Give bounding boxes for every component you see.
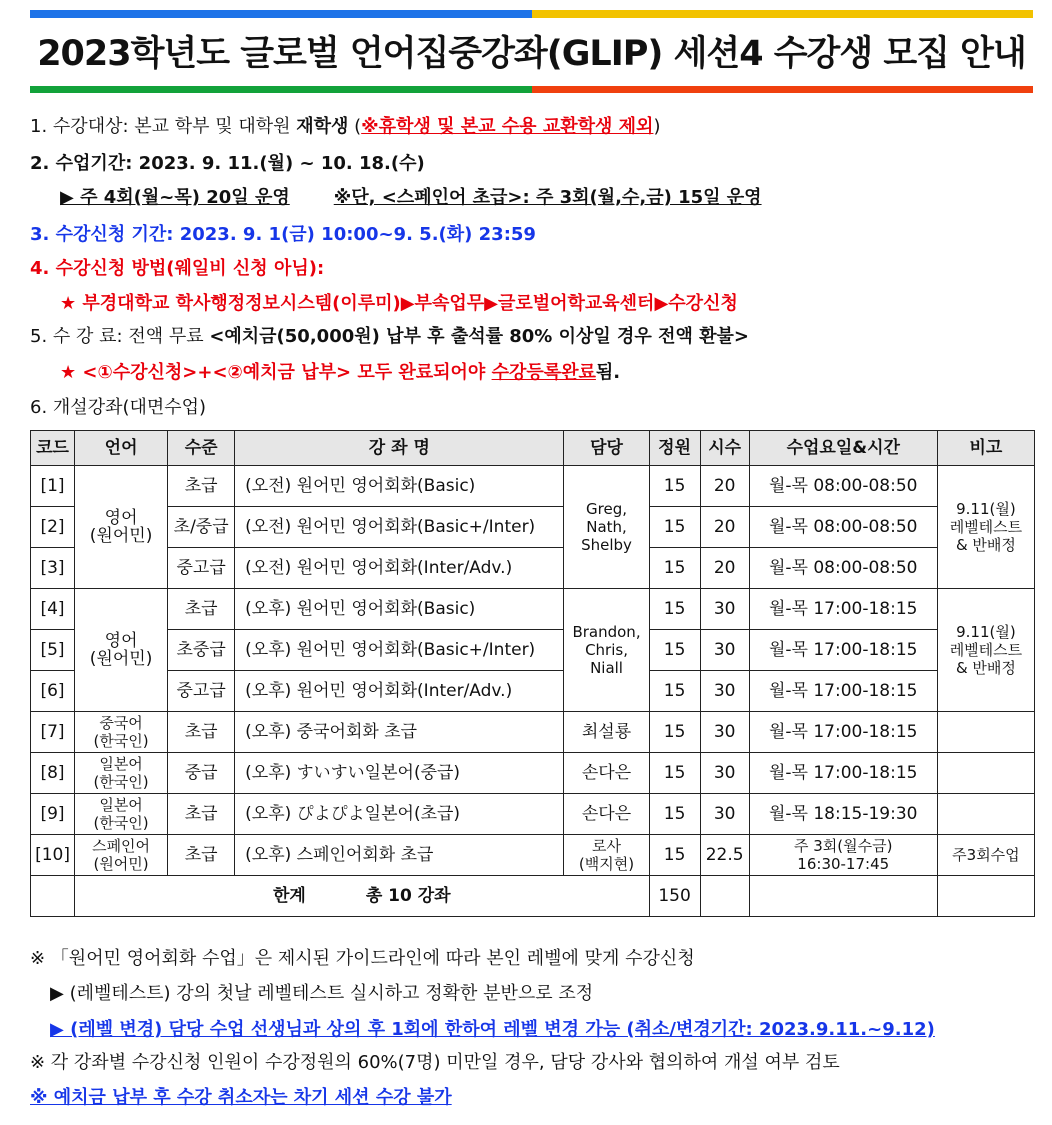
table-row: [10] 스페인어 (원어민) 초급 (오후) 스페인어회화 초급 로사 (백지현) 15 22.5 주 3회(월수금) 16:30-17:45 주3회수업 — [31, 835, 1035, 876]
table-row: [1] 영어 (원어민) 초급 (오전) 원어민 영어회화(Basic) Greg, Nath, Shelby 15 20 월-목 08:00-08:50 9.11(월) 레벨테스트 & 반배정 — [31, 466, 1035, 507]
total-label: 한계 총 10 강좌 — [75, 876, 650, 917]
teacher-group: Greg, Nath, Shelby — [564, 466, 649, 589]
table-row: [6] 중고급 (오후) 원어민 영어회화(Inter/Adv.) 15 30 월-목 17:00-18:15 — [31, 671, 1035, 712]
top-color-bar — [30, 10, 1033, 18]
header-level: 수준 — [168, 431, 235, 466]
item-period: 2. 수업기간: 2023. 9. 11.(월) ~ 10. 18.(수) — [30, 153, 425, 174]
total-capacity: 150 — [649, 876, 700, 917]
table-row: [7] 중국어 (한국인) 초급 (오후) 중국어회화 초급 최설룡 15 30 월-목 17:00-18:15 — [31, 712, 1035, 753]
item-eligibility: 1. 수강대상: 본교 학부 및 대학원 재학생 (※휴학생 및 본교 수용 교환학생 제외) — [30, 116, 661, 137]
header-course-name: 강 좌 명 — [235, 431, 564, 466]
course-table — [30, 430, 1035, 917]
header-code: 코드 — [31, 431, 75, 466]
item-registration-path: ★ 부경대학교 학사행정정보시스템(이루미)▶부속업무▶글로벌어학교육센터▶수강신청 — [60, 293, 738, 314]
item-fee-note: ★ <①수강신청>+<②예치금 납부> 모두 완료되어야 수강등록완료됨. — [60, 362, 621, 383]
header-capacity: 정원 — [649, 431, 700, 466]
table-row: [5] 초중급 (오후) 원어민 영어회화(Basic+/Inter) 15 30 월-목 17:00-18:15 — [31, 630, 1035, 671]
header-schedule: 수업요일&시간 — [749, 431, 937, 466]
table-total-row — [31, 876, 1035, 917]
note-min-enrollment: ※ 각 강좌별 수강신청 인원이 수강정원의 60%(7명) 미만일 경우, 담당 강사와 협의하여 개설 여부 검토 — [30, 1052, 840, 1073]
note-group: 9.11(월) 레벨테스트 & 반배정 — [937, 466, 1034, 589]
item-registration-method: 4. 수강신청 방법(웨일비 신청 아님): — [30, 258, 325, 279]
item-period-detail: ▶ 주 4회(월~목) 20일 운영 ※단, <스페인어 초급>: 주 3회(월,수,금) 15일 운영 — [60, 187, 762, 208]
table-header — [31, 431, 1035, 466]
table-row: [2] 초/중급 (오전) 원어민 영어회화(Basic+/Inter) 15 20 월-목 08:00-08:50 — [31, 507, 1035, 548]
item-registration-period: 3. 수강신청 기간: 2023. 9. 1(금) 10:00~9. 5.(화) 23:59 — [30, 224, 536, 245]
note-level-guideline: ※ 「원어민 영어회화 수업」은 제시된 가이드라인에 따라 본인 레벨에 맞게 수강신청 — [30, 948, 695, 969]
lang-group: 영어 (원어민) — [75, 466, 168, 589]
page-title: 2023학년도 글로벌 언어집중강좌(GLIP) 세션4 수강생 모집 안내 — [37, 34, 1026, 74]
lang-group: 영어 (원어민) — [75, 589, 168, 712]
header-note: 비고 — [937, 431, 1034, 466]
note-cancellation: ※ 예치금 납부 후 수강 취소자는 차기 세션 수강 불가 — [30, 1087, 452, 1108]
table-row: [8] 일본어 (한국인) 중급 (오후) すいすい일본어(중급) 손다은 15 30 월-목 17:00-18:15 — [31, 753, 1035, 794]
header-teacher: 담당 — [564, 431, 649, 466]
header-hours: 시수 — [700, 431, 749, 466]
table-row: [4] 영어 (원어민) 초급 (오후) 원어민 영어회화(Basic) Brandon, Chris, Niall 15 30 월-목 17:00-18:15 9.11(월) 레벨테스트 & 반배정 — [31, 589, 1035, 630]
bottom-color-bar — [30, 86, 1033, 93]
note-level-change: ▶ (레벨 변경) 담당 수업 선생님과 상의 후 1회에 한하여 레벨 변경 가능 (취소/변경기간: 2023.9.11.~9.12) — [50, 1019, 935, 1040]
table-row: [3] 중고급 (오전) 원어민 영어회화(Inter/Adv.) 15 20 월-목 08:00-08:50 — [31, 548, 1035, 589]
note-level-test: ▶ (레벨테스트) 강의 첫날 레벨테스트 실시하고 정확한 분반으로 조정 — [50, 983, 594, 1004]
header-language: 언어 — [75, 431, 168, 466]
item-fee: 5. 수 강 료: 전액 무료 <예치금(50,000원) 납부 후 출석률 80% 이상일 경우 전액 환불> — [30, 326, 749, 347]
teacher-group: Brandon, Chris, Niall — [564, 589, 649, 712]
item-courses-heading: 6. 개설강좌(대면수업) — [30, 397, 207, 418]
table-row: [9] 일본어 (한국인) 초급 (오후) ぴよぴよ일본어(초급) 손다은 15 30 월-목 18:15-19:30 — [31, 794, 1035, 835]
note-group: 9.11(월) 레벨테스트 & 반배정 — [937, 589, 1034, 712]
